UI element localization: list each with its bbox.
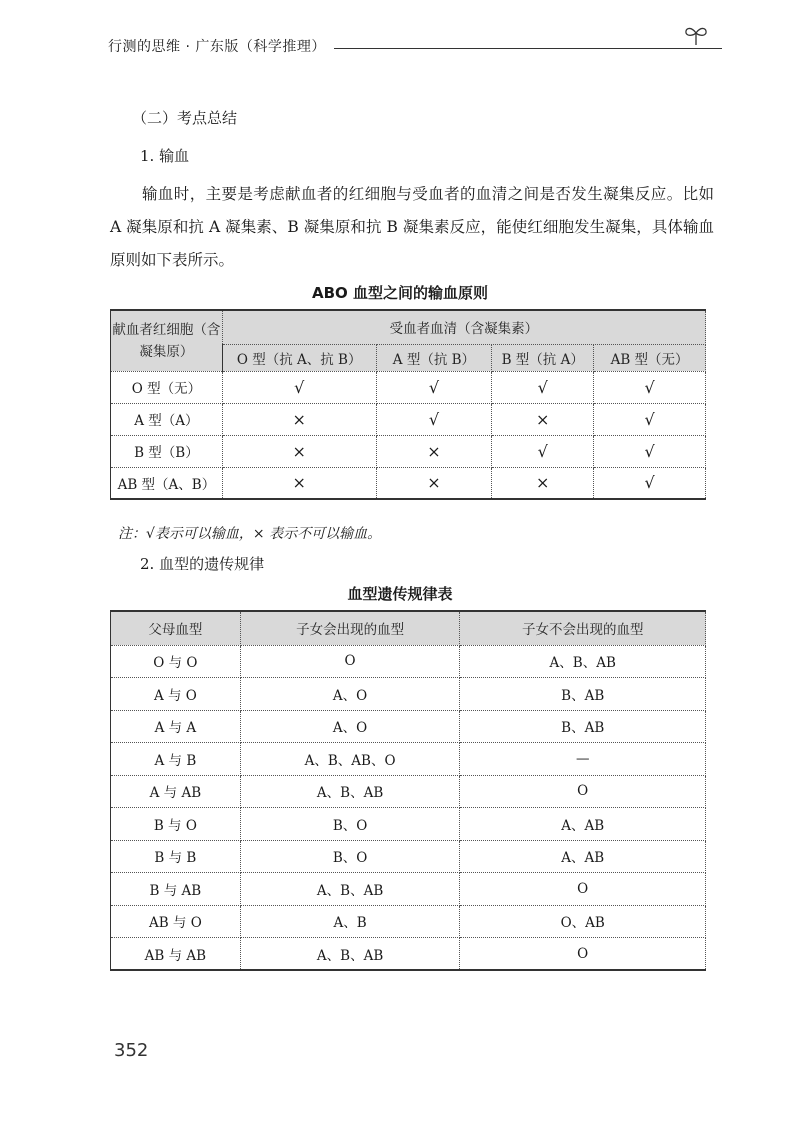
table-cell: × (222, 435, 376, 467)
table-cell: √ (492, 435, 594, 467)
table-row (111, 840, 706, 873)
possible-cell: B、O (240, 840, 460, 873)
table-cell: √ (594, 435, 706, 467)
table-cell: × (492, 403, 594, 435)
column-header: B 型（抗 A） (492, 344, 594, 371)
parents-cell: A 与 A (111, 710, 241, 743)
possible-cell: A、O (240, 710, 460, 743)
column-header: A 型（抗 B） (376, 344, 492, 371)
table-cell: × (492, 467, 594, 499)
subheading-inheritance: 2. 血型的遗传规律 (140, 555, 265, 573)
table-row (111, 403, 706, 435)
table-row (111, 710, 706, 743)
parents-cell: A 与 O (111, 678, 241, 711)
parents-cell: B 与 B (111, 840, 241, 873)
impossible-cell: A、AB (460, 808, 706, 841)
impossible-cell: O、AB (460, 905, 706, 938)
table-row (111, 905, 706, 938)
impossible-cell: O (460, 938, 706, 971)
group-header: 受血者血清（含凝集素） (222, 310, 705, 344)
inheritance-table (110, 610, 706, 971)
impossible-cell: B、AB (460, 710, 706, 743)
table-row (111, 743, 706, 776)
possible-cell: A、B、AB、O (240, 743, 460, 776)
table-cell: √ (492, 371, 594, 403)
table-row (111, 371, 706, 403)
table-cell: × (376, 435, 492, 467)
possible-cell: O (240, 645, 460, 678)
parents-cell: AB 与 AB (111, 938, 241, 971)
possible-cell: B、O (240, 808, 460, 841)
table-cell: × (222, 403, 376, 435)
possible-cell: A、B、AB (240, 873, 460, 906)
table-row (111, 678, 706, 711)
table-cell: √ (594, 371, 706, 403)
header-rule (334, 48, 722, 49)
table-row (111, 775, 706, 808)
table-row (111, 467, 706, 499)
impossible-cell: — (460, 743, 706, 776)
running-header (108, 36, 722, 56)
column-header: AB 型（无） (594, 344, 706, 371)
possible-cell: A、B、AB (240, 938, 460, 971)
body-paragraph: 输血时，主要是考虑献血者的红细胞与受血者的血清之间是否发生凝集反应。比如 A 凝集原和抗 A 凝集素、B 凝集原和抗 B 凝集素反应，能使红细胞发生凝集，具体输血原则如下表所示。 (110, 185, 714, 269)
running-title: 行测的思维 · 广东版（科学推理） (108, 39, 326, 55)
transfusion-table (110, 309, 706, 500)
column-header: O 型（抗 A、抗 B） (222, 344, 376, 371)
row-label: A 型（A） (111, 403, 223, 435)
corner-header: 献血者红细胞（含凝集原） (111, 310, 223, 371)
column-header: 子女不会出现的血型 (460, 611, 706, 645)
table-cell: √ (376, 403, 492, 435)
table-row (111, 808, 706, 841)
table1-title: ABO 血型之间的输血原则 (311, 284, 489, 302)
table-row (111, 435, 706, 467)
table-row (111, 645, 706, 678)
subheading-transfusion: 1. 输血 (140, 147, 190, 165)
row-label: O 型（无） (111, 371, 223, 403)
section-title: （二）考点总结 (132, 109, 238, 127)
column-header: 父母血型 (111, 611, 241, 645)
parents-cell: B 与 O (111, 808, 241, 841)
table-row (111, 873, 706, 906)
impossible-cell: A、AB (460, 840, 706, 873)
table-cell: × (222, 467, 376, 499)
possible-cell: A、B (240, 905, 460, 938)
possible-cell: A、O (240, 678, 460, 711)
row-label: AB 型（A、B） (111, 467, 223, 499)
impossible-cell: B、AB (460, 678, 706, 711)
parents-cell: B 与 AB (111, 873, 241, 906)
table-note: 注：√表示可以输血，× 表示不可以输血。 (118, 526, 382, 542)
table-cell: √ (222, 371, 376, 403)
table-row (111, 938, 706, 971)
impossible-cell: O (460, 873, 706, 906)
table-cell: √ (376, 371, 492, 403)
table-cell: √ (594, 403, 706, 435)
table2-title: 血型遗传规律表 (347, 585, 453, 603)
possible-cell: A、B、AB (240, 775, 460, 808)
impossible-cell: O (460, 775, 706, 808)
parents-cell: A 与 AB (111, 775, 241, 808)
sprout-icon (683, 24, 709, 46)
column-header: 子女会出现的血型 (240, 611, 460, 645)
page-number: 352 (114, 1040, 149, 1061)
parents-cell: AB 与 O (111, 905, 241, 938)
table-cell: √ (594, 467, 706, 499)
parents-cell: O 与 O (111, 645, 241, 678)
impossible-cell: A、B、AB (460, 645, 706, 678)
row-label: B 型（B） (111, 435, 223, 467)
table-cell: × (376, 467, 492, 499)
parents-cell: A 与 B (111, 743, 241, 776)
